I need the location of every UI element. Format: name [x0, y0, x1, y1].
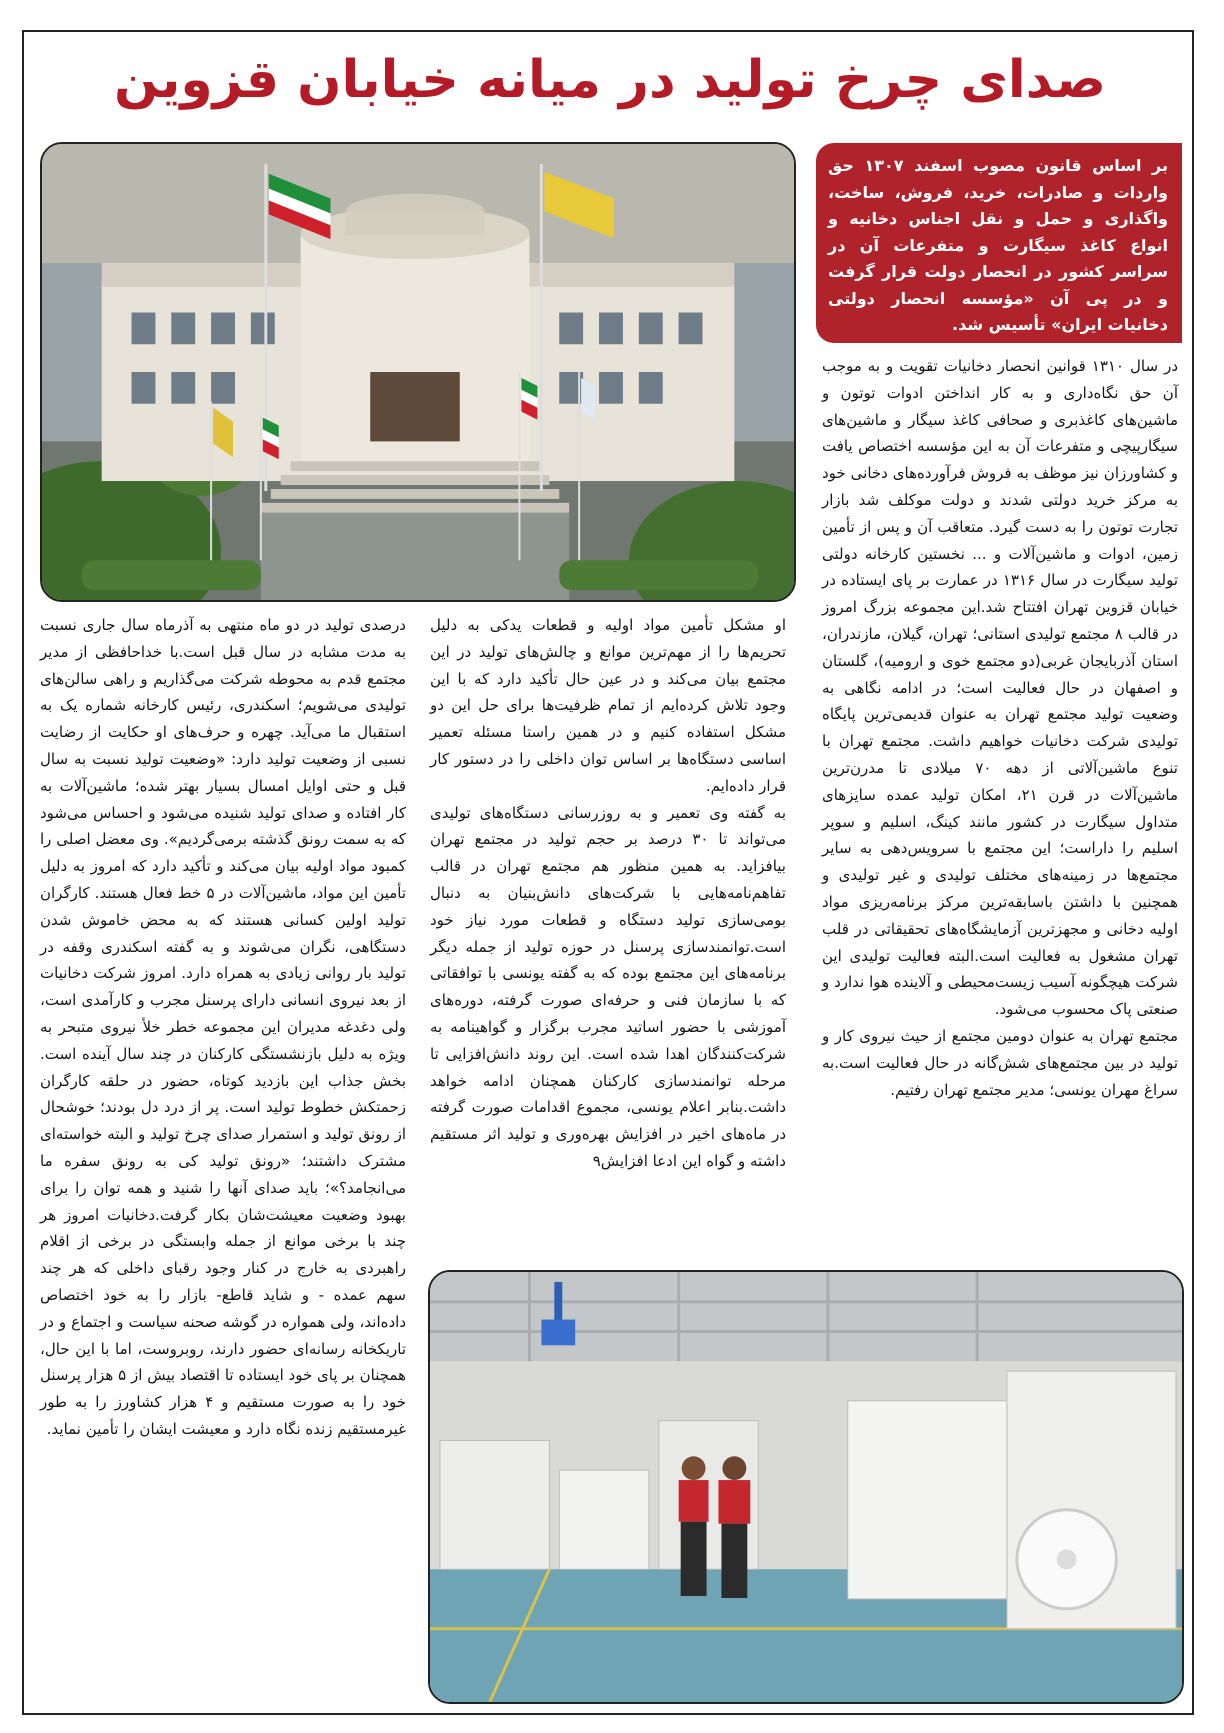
body-paragraph: به گفته وی تعمیر و به روزرسانی دستگاه‌های تولیدی می‌تواند تا ۳۰ درصد بر حجم تولید در مجتمع تهران بیافزاید. به همین منظور هم مجتمع تهران در قالب تفاهم‌نامه‌هایی با شرکت‌های دانش‌بنیان به دنبال بومی‌سازی تولید دستگاه و قطعات مورد نیاز خود است.توانمندسازی پرسنل در حوزه تولید از جمله دیگر برنامه‌های این مجتمع بوده که به گفته یونسی با توافقاتی که با سازمان فنی و حرفه‌ای صورت گرفته، دوره‌های آموزشی با حضور اساتید مجرب برگزار و گواهینامه به شرکت‌کنندگان اهدا شده است. این روند دانش‌افزایی تا مرحله توانمندسازی کارکنان همچنان ادامه خواهد داشت.بنابر اعلام یونسی، مجموع اقدامات صورت گرفته در ماه‌های اخیر در افزایش بهره‌وری و تولید اثر مستقیم داشته و گواه این ادعا افزایش۹	[430, 803, 786, 1170]
column-left	[40, 612, 406, 1702]
factory-photo	[428, 1270, 1184, 1704]
column-middle	[430, 612, 786, 1272]
body-paragraph: او مشکل تأمین مواد اولیه و قطعات یدکی به دلیل تحریم‌ها را از مهم‌ترین موانع و چالش‌های تولید در این مجتمع بیان می‌کند و در عین حال تأکید دارد که با این وجود تلاش کرده‌ایم از تمام ظرفیت‌ها برای حل این دو مشکل استفاده کنیم و در همین راستا مسئله تعمیر اساسی دستگاه‌ها بر اساس توان داخلی را در دستور کار قرار داده‌ایم.	[430, 616, 786, 795]
article-headline: صدای چرخ تولید در میانه خیابان قزوین	[114, 50, 1106, 110]
column-right	[822, 353, 1178, 1261]
building-photo	[40, 142, 796, 602]
body-paragraph: درصدی تولید در دو ماه منتهی به آذرماه سال جاری نسبت به مدت مشابه در سال قبل است.با خداحافظی از مدیر مجتمع قدم به محوطه شرکت می‌گذاریم و راهی سالن‌های تولیدی می‌شویم؛ اسکندری، رئیس کارخانه شماره یک به استقبال ما می‌آید. چهره و حرف‌های او حکایت از رضایت نسبی از وضعیت تولید دارد: «وضعیت تولید نسبت به سال قبل و حتی اوایل امسال بسیار بهتر شده؛ ماشین‌آلات به کار افتاده و صدای تولید شنیده می‌شود و احساس می‌شود که به سمت رونق گذشته برمی‌گردیم». وی معضل اصلی را کمبود مواد اولیه بیان می‌کند و تأکید دارد که امروز به دلیل تأمین این مواد، ماشین‌آلات در ۵ خط فعال هستند. کارگران تولید اولین کسانی هستند که به محض خاموش شدن دستگاهی، نگران می‌شوند و به گفته اسکندری وقفه در تولید بار روانی زیادی به همراه دارد. امروز شرکت دخانیات از بعد نیروی انسانی دارای پرسنل مجرب و کارآمدی است، ولی دغدغه مدیران این مجموعه خطر خلأ نیروی متبحر به ویژه به دلیل بازنشستگی کارکنان در چند سال آینده است. بخش جذاب این بازدید کوتاه، حضور در حلقه کارگران زحمتکش خطوط تولید است. پر از درد دل بودند؛ خوشحال از رونق تولید و استمرار صدای چرخ تولید و البته خواسته‌ای مشترک داشتند؛ «رونق تولید کی به رونق سفره ما می‌انجامد؟»؛ باید صدای آنها را شنید و همه توان را برای بهبود وضعیت معیشت‌شان بکار گرفت.دخانیات امروز هر چند با برخی موانع از جمله وابستگی در برخی از اقلام راهبردی به خارج در کنار وجود رقبای داخلی که هر چند سهم عمده - و شاید قاطع- بازار را به خود اختصاص داده‌اند، ولی همواره در گوشه صحنه سیاست و اجتماع و در تاریکخانه رسانه‌ای حضور دارند، روبروست، اما با این حال، همچنان بر پای خود ایستاده تا اقتصاد بیش از ۵ هزار پرسنل خود را به صورت مستقیم و ۴ هزار کشاورز را به طور غیرمستقیم زنده نگاه دارد و معیشت ایشان را تأمین نماید.	[40, 616, 407, 1438]
lead-paragraph: بر اساس قانون مصوب اسفند ۱۳۰۷ حق واردات و صادرات، خرید، فروش، ساخت، واگذاری و حمل و نقل اجناس دخانیه و انواع کاغذ سیگارت و متفرعات آن در سراسر کشور در انحصار دولت قرار گرفت و در پی آن «مؤسسه انحصار دولتی دخانیات ایران» تأسیس شد.	[816, 143, 1182, 343]
body-paragraph: در سال ۱۳۱۰ قوانین انحصار دخانیات تقویت و به موجب آن حق نگاه‌داری و به کار انداختن ادوات توتون و ماشین‌های کاغذبری و صحافی کاغذ سیگار و ماشین‌های سیگارپیچی و متفرعات آن به این مؤسسه اختصاص یافت و کشاورزان نیز موظف به فروش فرآورده‌های دخانی خود به مرکز خرید دولتی شدند و دولت موکلف شد بازار تجارت توتون را به دست گیرد. متعاقب آن و پس از تأمین زمین، ادوات و ماشین‌آلات و ... نخستین کارخانه دولتی تولید سیگارت در سال ۱۳۱۶ در عمارت بر پای ایستاده در خیابان قزوین تهران افتتاح شد.این مجموعه بزرگ امروز در قالب ۸ مجتمع تولیدی استانی؛ تهران، گیلان، مازندران، استان آذربایجان غربی(دو مجتمع خوی و ارومیه)، گلستان و اصفهان در حال فعالیت است؛ در ادامه نگاهی به وضعیت تولید مجتمع تهران به عنوان قدیمی‌ترین پایگاه تولیدی شرکت دخانیات خواهیم داشت. مجتمع تهران با تنوع ماشین‌آلاتی از دهه ۷۰ میلادی تا مدرن‌ترین ماشین‌آلات در قرن ۲۱، امکان تولید عمده سایزهای متداول سیگارت در کشور مانند کینگ، اسلیم و سوپر اسلیم را داراست؛ این مجتمع با سرویس‌دهی به سایر مجتمع‌ها در زمینه‌های مختلف تولیدی و غیر تولیدی و همچنین با داشتن باسابقه‌ترین مرکز برنامه‌ریزی مواد اولیه دخانی و مجهزترین آزمایشگاه‌های تحقیقاتی در قلب تهران مشغول به فعالیت است.البته فعالیت تولیدی این شرکت هیچگونه آسیب زیست‌محیطی و آلاینده هوا ندارد و صنعتی پاک محسوب می‌شود.	[822, 357, 1178, 1019]
body-paragraph: مجتمع تهران به عنوان دومین مجتمع از حیث نیروی کار و تولید در بین مجتمع‌های شش‌گانه در حال فعالیت است.به سراغ مهران یونسی؛ مدیر مجتمع تهران رفتیم.	[822, 1026, 1178, 1099]
